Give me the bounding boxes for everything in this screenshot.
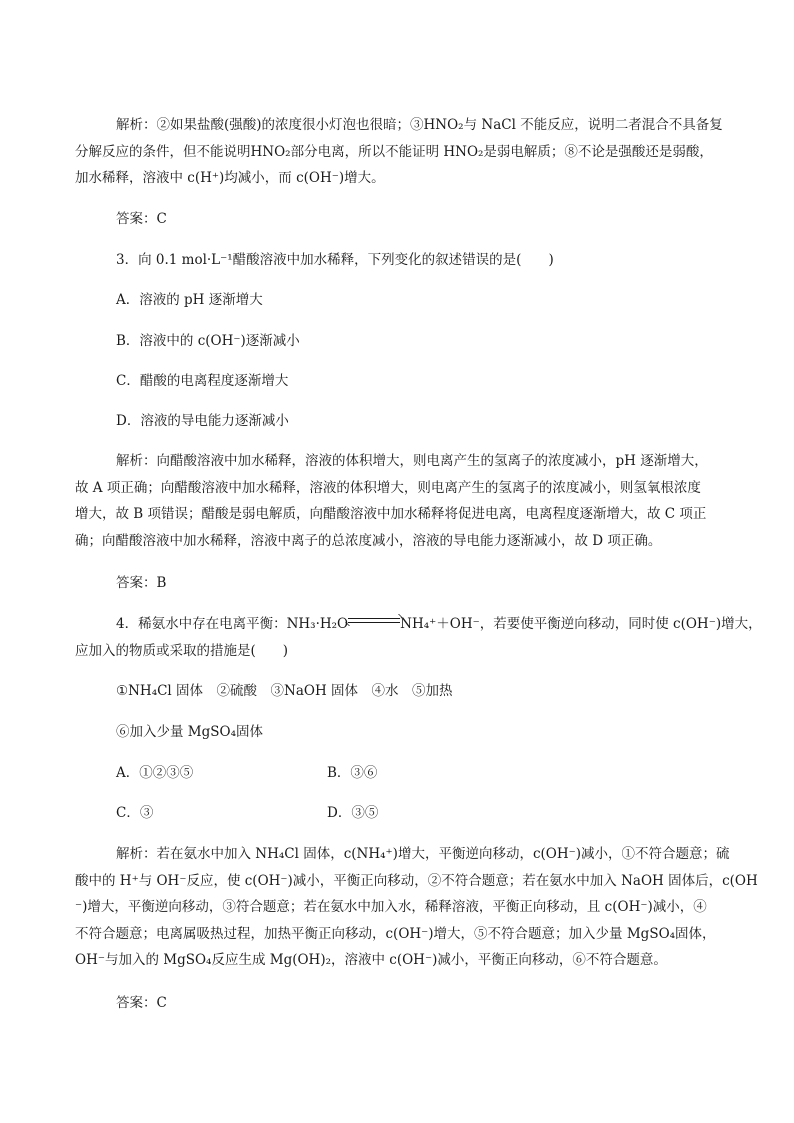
q4-analysis [75, 841, 758, 974]
q3-option-b: B．溶液中的 c(OH⁻)逐渐减小 [116, 333, 300, 349]
q4-stem-part-b: NH₄⁺＋OH⁻，若要使平衡逆向移动，同时使 c(OH⁻)增大， [400, 616, 762, 632]
q4-option-c: C．③ [116, 805, 154, 821]
q4-answer: 答案：C [116, 995, 167, 1011]
q3-answer: 答案：B [116, 575, 167, 591]
analysis-line: 分解反应的条件，但不能说明HNO₂部分电离，所以不能证明 HNO₂是弱电解质；⑧不论是强酸还是弱酸， [75, 143, 713, 160]
analysis-line: ⁻)增大，平衡逆向移动，③符合题意；若在氨水中加入水，稀释溶液，平衡正向移动，且 c(OH⁻)减小，④ [75, 899, 707, 915]
q4-items-line1: ①NH₄Cl 固体 ②硫酸 ③NaOH 固体 ④水 ⑤加热 [116, 683, 453, 699]
analysis-line: OH⁻与加入的 MgSO₄反应生成 Mg(OH)₂，溶液中 c(OH⁻)减小，平衡正向移动，⑥不符合题意。 [75, 952, 667, 968]
q3-stem: 3．向 0.1 mol·L⁻¹醋酸溶液中加水稀释，下列变化的叙述错误的是( ) [116, 252, 554, 268]
analysis-line: 解析：②如果盐酸(强酸)的浓度很小灯泡也很暗；③HNO₂与 NaCl 不能反应，说明二者混合不具备复 [116, 117, 723, 133]
analysis-line: 确；向醋酸溶液中加水稀释，溶液中离子的总浓度减小，溶液的导电能力逐渐减小，故 D 项正确。 [75, 532, 662, 549]
analysis-line: 加水稀释，溶液中 c(H⁺)均减小，而 c(OH⁻)增大。 [75, 170, 385, 186]
q2-answer: 答案：C [116, 211, 167, 227]
q4-items-line2: ⑥加入少量 MgSO₄固体 [116, 724, 263, 740]
q3-option-c: C．醋酸的电离程度逐渐增大 [116, 373, 289, 389]
analysis-line: 故 A 项正确；向醋酸溶液中加水稀释，溶液的体积增大，则电离产生的氢离子的浓度减小，则氢氧根浓度 [75, 479, 701, 496]
q4-stem [75, 611, 762, 664]
analysis-line: 增大，故 B 项错误；醋酸是弱电解质，向醋酸溶液中加水稀释将促进电离，电离程度逐渐增大，故 C 项正 [75, 506, 707, 522]
q2-analysis [75, 112, 723, 192]
analysis-line: 酸中的 H⁺与 OH⁻反应，使 c(OH⁻)减小，平衡正向移动，②不符合题意；若在氨水中加入 NaOH 固体后，c(OH [75, 872, 758, 889]
q4-stem-part-c: 应加入的物质或采取的措施是( ) [75, 642, 289, 659]
analysis-line: 解析：若在氨水中加入 NH₄Cl 固体，c(NH₄⁺)增大，平衡逆向移动，c(OH⁻)减小，①不符合题意；硫 [116, 846, 730, 862]
q3-option-a: A．溶液的 pH 逐渐增大 [116, 292, 263, 308]
q3-analysis [75, 448, 708, 554]
q4-option-a: A．①②③⑤ [116, 765, 194, 781]
equilibrium-arrow-icon [348, 616, 400, 626]
q4-stem-part-a: 4．稀氨水中存在电离平衡：NH₃·H₂O [116, 616, 349, 632]
q4-option-b: B．③⑥ [327, 765, 378, 781]
analysis-line: 不符合题意；电离属吸热过程，加热平衡正向移动，c(OH⁻)增大，⑤不符合题意；加入少量 MgSO₄固体， [75, 925, 716, 942]
q4-option-d: D．③⑤ [327, 805, 379, 821]
q3-option-d: D．溶液的导电能力逐渐减小 [116, 413, 289, 429]
analysis-line: 解析：向醋酸溶液中加水稀释，溶液的体积增大，则电离产生的氢离子的浓度减小，pH 逐渐增大， [116, 453, 708, 469]
